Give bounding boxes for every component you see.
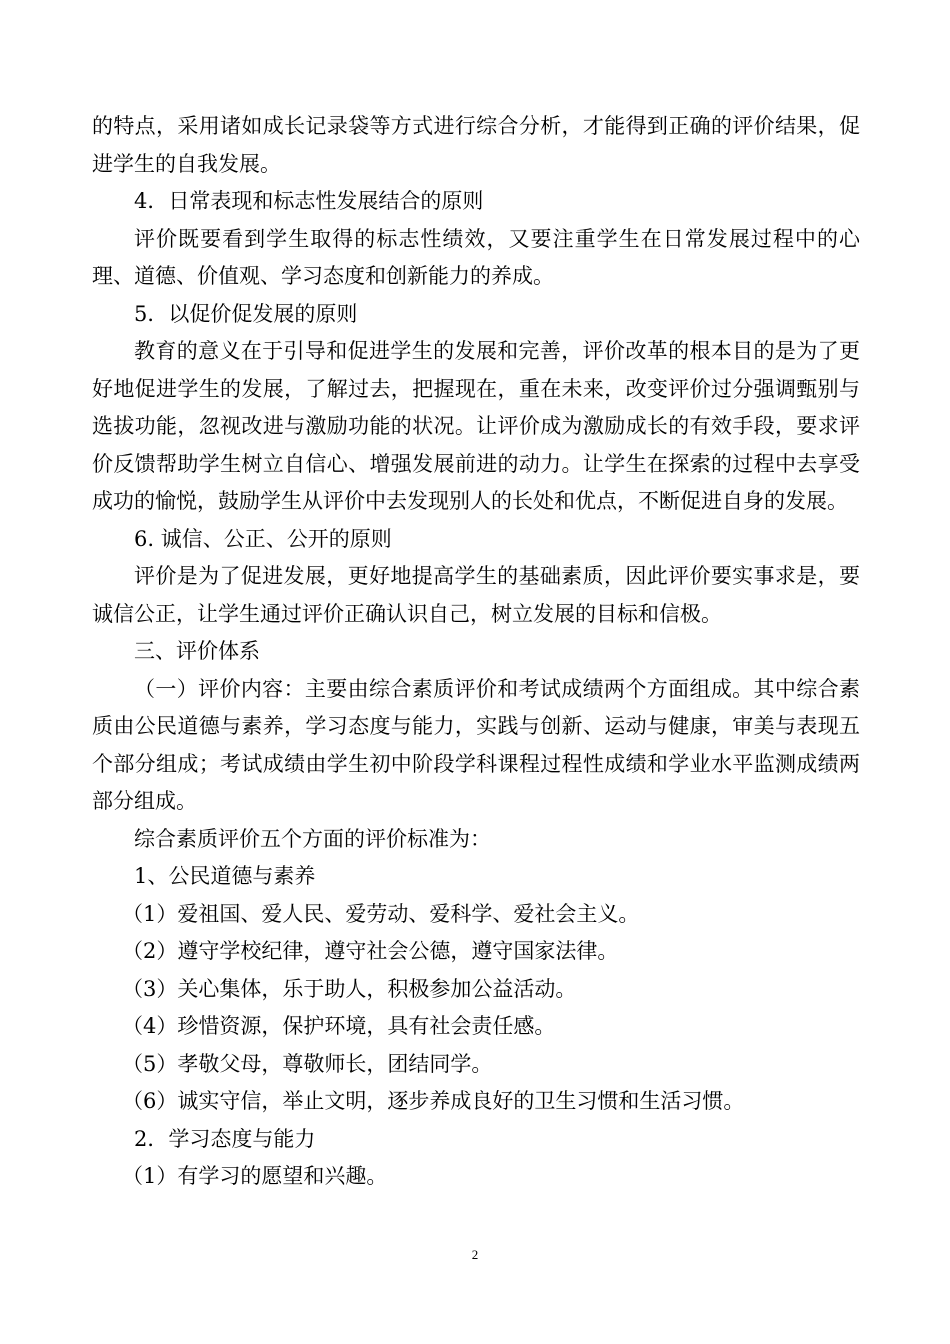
page-number: 2 [471,1247,479,1262]
paragraph-evaluation-content: （一）评价内容：主要由综合素质评价和考试成绩两个方面组成。其中综合素质由公民道德与素养，学习态度与能力，实践与创新、运动与健康，审美与表现五个部分组成；考试成绩由学生初中阶段学科课程过程性成绩和学业水平监测成绩两部分组成。 [92,676,860,813]
heading-principle-5: 5．以促价促发展的原则 [134,301,358,326]
paragraph-standards-intro: 综合素质评价五个方面的评价标准为： [134,826,491,851]
list-item: （6）诚实守信，举止文明，逐步养成良好的卫生习惯和生活习惯。 [122,1089,745,1113]
paragraph-continuation: 的特点，采用诸如成长记录袋等方式进行综合分析，才能得到正确的评价结果，促进学生的自我发展。 [92,114,860,176]
heading-civic-morality: 1、公民道德与素养 [134,864,316,888]
heading-principle-4: 4．日常表现和标志性发展结合的原则 [134,189,484,213]
paragraph-principle-6: 评价是为了促进发展，更好地提高学生的基础素质，因此评价要实事求是，要诚信公正，让学生通过评价正确认识自己，树立发展的目标和信极。 [92,564,860,626]
paragraph-principle-4: 评价既要看到学生取得的标志性绩效，又要注重学生在日常发展过程中的心理、道德、价值观、学习态度和创新能力的养成。 [92,226,860,288]
heading-learning-attitude: 2．学习态度与能力 [134,1126,316,1151]
paragraph-principle-5: 教育的意义在于引导和促进学生的发展和完善，评价改革的根本目的是为了更好地促进学生的发展，了解过去，把握现在，重在未来，改变评价过分强调甄别与选拔功能，忽视改进与激励功能的状况。让评价成为激励成长的有效手段，要求评价反馈帮助学生树立自信心、增强发展前进的动力。让学生在探索的过程中去享受成功的愉悦，鼓励学生从评价中去发现别人的长处和优点，不断促进自身的发展。 [92,339,860,513]
list-item: （3）关心集体，乐于助人，积极参加公益活动。 [122,976,577,1001]
list-item: （1）有学习的愿望和兴趣。 [122,1164,388,1188]
heading-section-3: 三、评价体系 [134,639,260,663]
document-body [92,108,860,1196]
list-item: （2）遵守学校纪律，遵守社会公德，遵守国家法律。 [122,939,619,963]
list-item: （5）孝敬父母，尊敬师长，团结同学。 [122,1051,493,1076]
list-item: （4）珍惜资源，保护环境，具有社会责任感。 [122,1014,556,1038]
heading-principle-6: 6. 诚信、公正、公开的原则 [134,526,392,551]
list-item: （1）爱祖国、爱人民、爱劳动、爱科学、爱社会主义。 [122,901,640,926]
